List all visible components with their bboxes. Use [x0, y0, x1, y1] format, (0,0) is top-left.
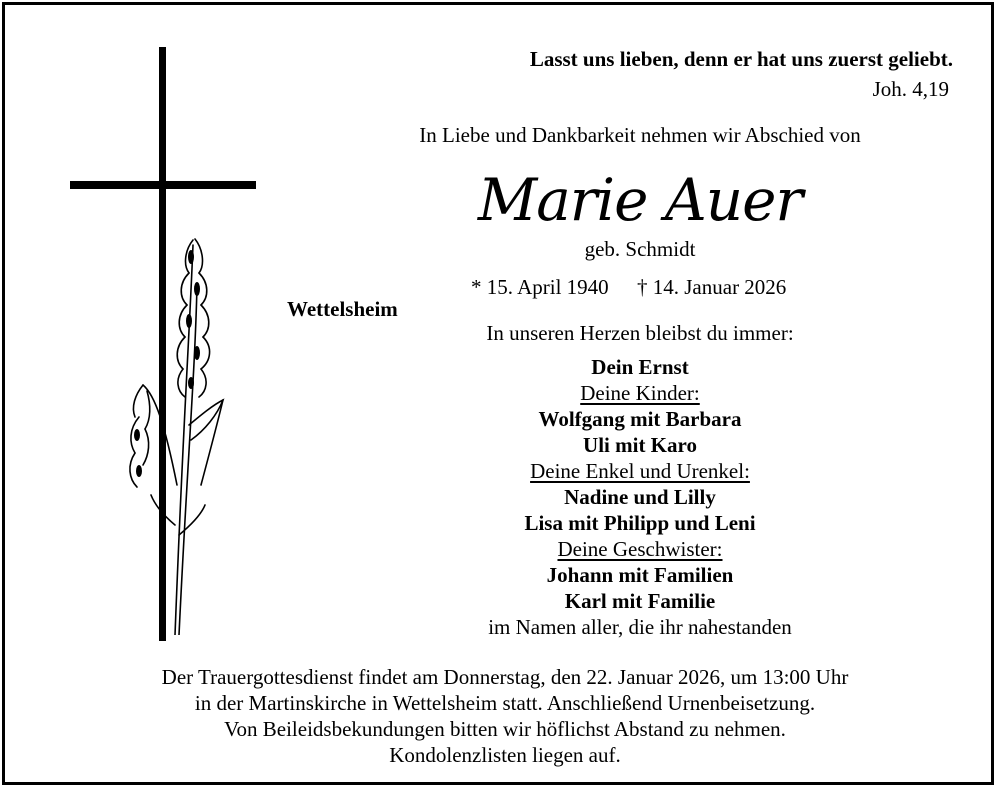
intro-text: In Liebe und Dankbarkeit nehmen wir Abschied von [419, 123, 861, 147]
obituary-notice [2, 2, 994, 785]
condolence-note: Von Beileidsbekundungen bitten wir höflichst Abstand zu nehmen. [224, 717, 786, 741]
deceased-name: Marie Auer [477, 166, 803, 234]
service-info-line: in der Martinskirche in Wettelsheim statt. Anschließend Urnenbeisetzung. [194, 691, 816, 715]
mourner-line: Johann mit Familien [546, 563, 734, 587]
mourner-line: Uli mit Karo [583, 433, 697, 457]
mourner-line: Wolfgang mit Barbara [538, 407, 742, 431]
mourner-group-heading: Deine Geschwister: [557, 537, 723, 561]
birth-name: geb. Schmidt [584, 237, 696, 261]
service-info-line: Der Trauergottesdienst findet am Donnerstag, den 22. Januar 2026, um 13:00 Uhr [161, 665, 849, 689]
mourner-line: Lisa mit Philipp und Leni [524, 511, 756, 535]
condolence-list-note: Kondolenzlisten liegen auf. [389, 743, 621, 767]
mourners-intro: In unseren Herzen bleibst du immer: [486, 321, 794, 345]
bible-verse-reference: Joh. 4,19 [872, 77, 949, 101]
mourner-closing: im Namen aller, die ihr nahestanden [488, 615, 792, 639]
wheat-icon [105, 225, 245, 635]
cross-horizontal-beam [70, 181, 256, 189]
mourner-group-heading: Deine Kinder: [580, 381, 700, 405]
mourner-line: Nadine und Lilly [564, 485, 716, 509]
mourner-line: Karl mit Familie [564, 589, 716, 613]
place-of-residence: Wettelsheim [287, 297, 398, 321]
mourner-line: Dein Ernst [591, 355, 689, 379]
death-date: † 14. Januar 2026 [637, 275, 787, 299]
mourner-group-heading: Deine Enkel und Urenkel: [530, 459, 750, 483]
bible-verse: Lasst uns lieben, denn er hat uns zuerst geliebt. [529, 47, 953, 71]
birth-date: * 15. April 1940 [471, 275, 609, 299]
